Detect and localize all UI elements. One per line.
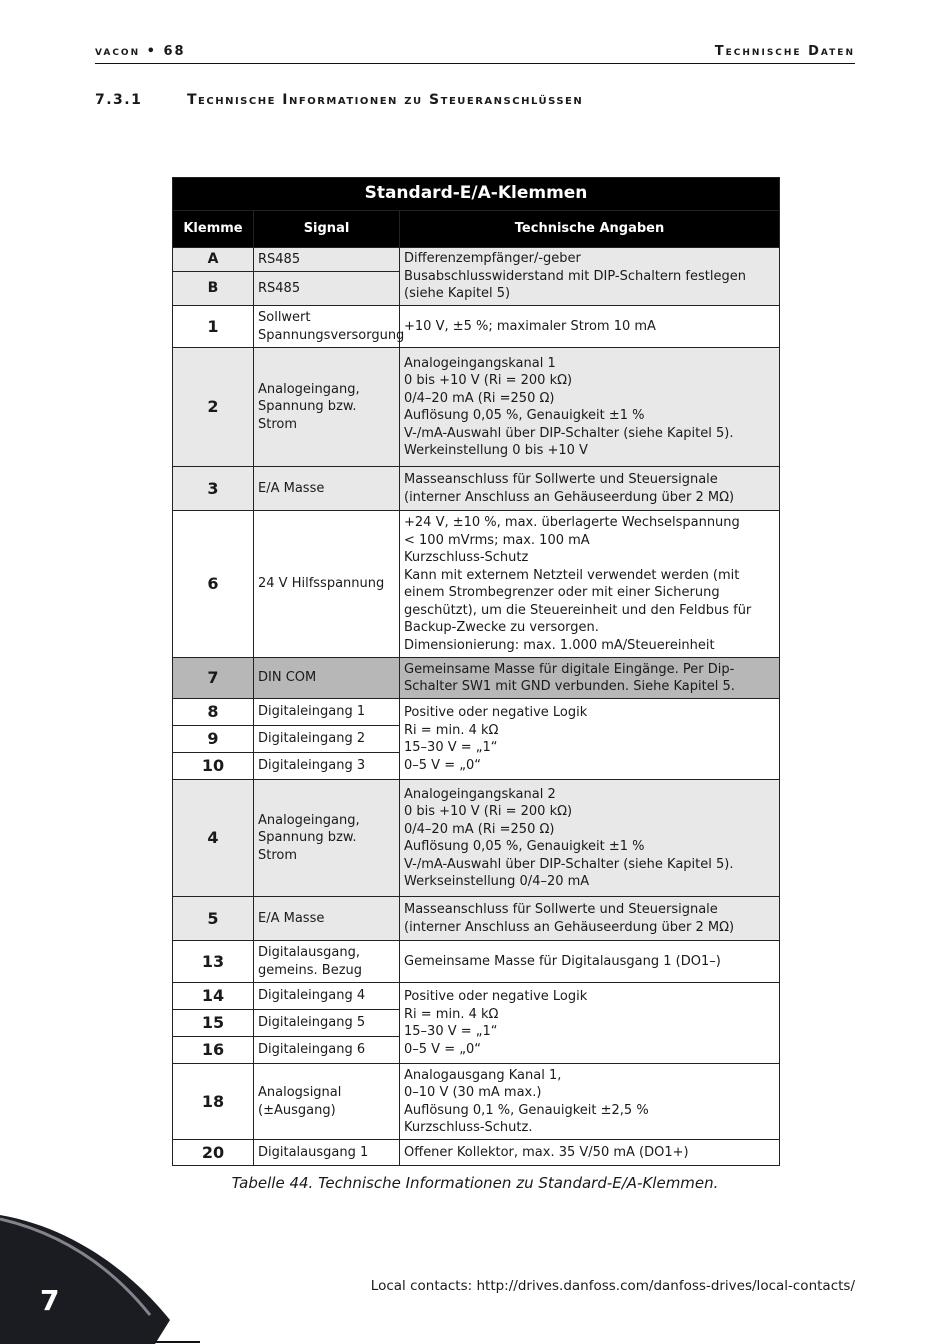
signal-cell: Analogeingang, Spannung bzw. Strom <box>254 348 400 467</box>
table-row <box>173 780 780 897</box>
spec-cell: Positive oder negative Logik Ri = min. 4 kΩ 15–30 V = „1“ 0–5 V = „0“ <box>400 983 780 1064</box>
table-row <box>173 467 780 511</box>
signal-cell: RS485 <box>254 248 400 272</box>
spec-cell: Offener Kollektor, max. 35 V/50 mA (DO1+) <box>400 1140 780 1166</box>
header-rule <box>95 63 855 64</box>
chapter-corner-graphic <box>0 1215 210 1344</box>
table-row <box>173 699 780 726</box>
terminal-cell: 5 <box>173 897 254 941</box>
spec-cell: Analogeingangskanal 1 0 bis +10 V (Ri = 200 kΩ) 0/4–20 mA (Ri =250 Ω) Auflösung 0,05 %, Genauigkeit ±1 % V-/mA-Auswahl über DIP-Schalter (siehe Kapitel 5). Werkeinstellung 0 bis +10 V <box>400 348 780 467</box>
signal-cell: RS485 <box>254 272 400 306</box>
signal-cell: Digitaleingang 3 <box>254 753 400 780</box>
terminal-cell: 8 <box>173 699 254 726</box>
header-chapter-title: Technische Daten <box>714 44 855 59</box>
terminal-cell: 3 <box>173 467 254 511</box>
table-row <box>173 306 780 348</box>
column-header-signal: Signal <box>254 211 400 248</box>
signal-cell: E/A Masse <box>254 897 400 941</box>
table-row <box>173 248 780 272</box>
terminal-cell: 7 <box>173 658 254 699</box>
terminal-cell: A <box>173 248 254 272</box>
terminal-cell: 10 <box>173 753 254 780</box>
signal-cell: DIN COM <box>254 658 400 699</box>
header-brand-page: vacon • 68 <box>95 44 186 59</box>
signal-cell: Digitalausgang, gemeins. Bezug <box>254 941 400 983</box>
signal-cell: Sollwert Spannungsversorgung <box>254 306 400 348</box>
terminal-cell: 14 <box>173 983 254 1010</box>
spec-cell: Masseanschluss für Sollwerte und Steuersignale (interner Anschluss an Gehäuseerdung über 2 MΩ) <box>400 467 780 511</box>
column-header-spec: Technische Angaben <box>400 211 780 248</box>
spec-cell: Masseanschluss für Sollwerte und Steuersignale (interner Anschluss an Gehäuseerdung über 2 MΩ) <box>400 897 780 941</box>
spec-cell: +24 V, ±10 %, max. überlagerte Wechselspannung < 100 mVrms; max. 100 mA Kurzschluss-Schutz Kann mit externem Netzteil verwendet werden (mit einem Strombegrenzer oder mit einer Sicherung geschützt), um die Steuereinheit und den Feldbus für Backup-Zwecke zu versorgen. Dimensionierung: max. 1.000 mA/Steuereinheit <box>400 511 780 658</box>
table-title: Standard-E/A-Klemmen <box>173 178 780 211</box>
spec-cell: Analogausgang Kanal 1, 0–10 V (30 mA max.) Auflösung 0,1 %, Genauigkeit ±2,5 % Kurzschluss-Schutz. <box>400 1064 780 1140</box>
column-header-terminal: Klemme <box>173 211 254 248</box>
table-row <box>173 983 780 1010</box>
table-row <box>173 897 780 941</box>
terminal-cell: 20 <box>173 1140 254 1166</box>
chapter-number: 7 <box>40 1284 60 1317</box>
spec-cell: Gemeinsame Masse für Digitalausgang 1 (DO1–) <box>400 941 780 983</box>
terminal-cell: 18 <box>173 1064 254 1140</box>
terminal-cell: 2 <box>173 348 254 467</box>
signal-cell: E/A Masse <box>254 467 400 511</box>
signal-cell: Analogsignal (±Ausgang) <box>254 1064 400 1140</box>
section-title: Technische Informationen zu Steueranschlüssen <box>187 92 584 108</box>
signal-cell: Digitaleingang 4 <box>254 983 400 1010</box>
section-number: 7.3.1 <box>95 92 143 108</box>
terminal-cell: B <box>173 272 254 306</box>
table-row <box>173 1140 780 1166</box>
io-terminal-table <box>172 177 780 1166</box>
signal-cell: Digitaleingang 2 <box>254 726 400 753</box>
terminal-cell: 4 <box>173 780 254 897</box>
spec-cell: +10 V, ±5 %; maximaler Strom 10 mA <box>400 306 780 348</box>
signal-cell: 24 V Hilfsspannung <box>254 511 400 658</box>
table-caption: Tabelle 44. Technische Informationen zu Standard-E/A-Klemmen. <box>231 1174 719 1192</box>
signal-cell: Digitaleingang 6 <box>254 1037 400 1064</box>
signal-cell: Analogeingang, Spannung bzw. Strom <box>254 780 400 897</box>
terminal-cell: 9 <box>173 726 254 753</box>
terminal-cell: 1 <box>173 306 254 348</box>
signal-cell: Digitaleingang 1 <box>254 699 400 726</box>
table-row <box>173 1064 780 1140</box>
spec-cell: Differenzempfänger/-geber Busabschlusswiderstand mit DIP-Schaltern festlegen (siehe Kapitel 5) <box>400 248 780 306</box>
terminal-cell: 16 <box>173 1037 254 1064</box>
table-row <box>173 348 780 467</box>
signal-cell: Digitaleingang 5 <box>254 1010 400 1037</box>
terminal-cell: 6 <box>173 511 254 658</box>
spec-cell: Positive oder negative Logik Ri = min. 4 kΩ 15–30 V = „1“ 0–5 V = „0“ <box>400 699 780 780</box>
terminal-cell: 13 <box>173 941 254 983</box>
table-row <box>173 941 780 983</box>
terminal-cell: 15 <box>173 1010 254 1037</box>
table-row <box>173 511 780 658</box>
table-row <box>173 658 780 699</box>
signal-cell: Digitalausgang 1 <box>254 1140 400 1166</box>
section-heading <box>95 92 583 108</box>
spec-cell: Analogeingangskanal 2 0 bis +10 V (Ri = 200 kΩ) 0/4–20 mA (Ri =250 Ω) Auflösung 0,05 %, Genauigkeit ±1 % V-/mA-Auswahl über DIP-Schalter (siehe Kapitel 5). Werkseinstellung 0/4–20 mA <box>400 780 780 897</box>
local-contacts-link[interactable]: Local contacts: http://drives.danfoss.com/danfoss-drives/local-contacts/ <box>370 1278 855 1294</box>
spec-cell: Gemeinsame Masse für digitale Eingänge. Per Dip-Schalter SW1 mit GND verbunden. Siehe Kapitel 5. <box>400 658 780 699</box>
